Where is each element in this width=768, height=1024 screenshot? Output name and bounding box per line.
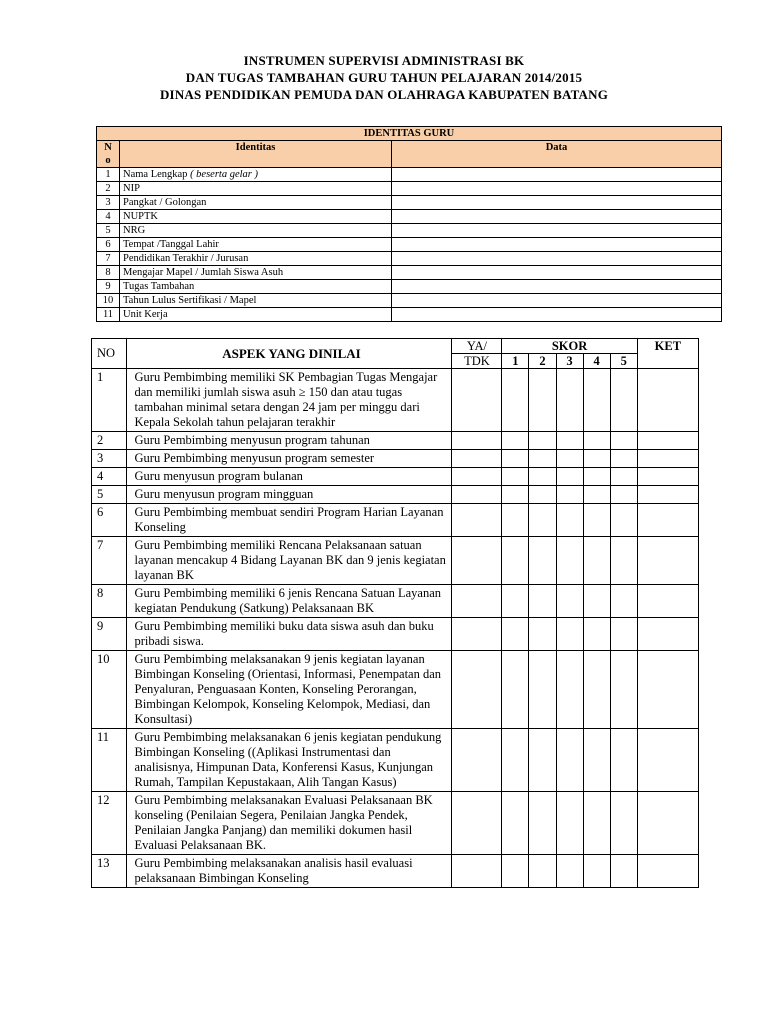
identitas-row-label bbox=[120, 168, 392, 182]
identitas-row-label bbox=[120, 182, 392, 196]
skor-cell-4[interactable] bbox=[583, 855, 610, 888]
aspek-col-ya: YA/ bbox=[452, 339, 502, 354]
ya-tdk-cell[interactable] bbox=[452, 651, 502, 729]
skor-cell-1[interactable] bbox=[502, 468, 529, 486]
ket-cell[interactable] bbox=[637, 585, 698, 618]
aspek-col-skor: SKOR bbox=[502, 339, 637, 354]
ya-tdk-cell[interactable] bbox=[452, 486, 502, 504]
identitas-row bbox=[97, 294, 722, 308]
identitas-row bbox=[97, 196, 722, 210]
document-title bbox=[0, 52, 768, 103]
skor-cell-2[interactable] bbox=[529, 450, 556, 468]
skor-cell-5[interactable] bbox=[610, 585, 637, 618]
ket-cell[interactable] bbox=[637, 486, 698, 504]
identitas-label: Tahun Lulus Sertifikasi / Mapel bbox=[123, 295, 257, 306]
skor-cell-1[interactable] bbox=[502, 651, 529, 729]
aspek-row bbox=[92, 450, 699, 468]
identitas-label: Tempat /Tanggal Lahir bbox=[123, 239, 219, 250]
aspek-row-no: 5 bbox=[92, 486, 127, 504]
aspek-row bbox=[92, 432, 699, 450]
identitas-label: NIP bbox=[123, 183, 140, 194]
aspek-row-no: 6 bbox=[92, 504, 127, 537]
skor-cell-1[interactable] bbox=[502, 504, 529, 537]
skor-cell-4[interactable] bbox=[583, 792, 610, 855]
skor-col-1: 1 bbox=[502, 354, 529, 369]
aspek-row-text: Guru Pembimbing memiliki Rencana Pelaksanaan satuan layanan mencakup 4 Bidang Layanan BK dan 9 jenis kegiatan layanan BK bbox=[126, 537, 452, 585]
aspek-col-aspek: ASPEK YANG DINILAI bbox=[126, 339, 452, 369]
aspek-row-text: Guru Pembimbing memiliki buku data siswa asuh dan buku pribadi siswa. bbox=[126, 618, 452, 651]
aspek-col-ket: KET bbox=[637, 339, 698, 369]
aspek-col-tdk: TDK bbox=[452, 354, 502, 369]
aspek-row bbox=[92, 585, 699, 618]
aspek-row-text: Guru Pembimbing melaksanakan 6 jenis kegiatan pendukung Bimbingan Konseling ((Aplikasi Instrumentasi dan analisisnya, Himpunan Data, Konferensi Kasus, Kunjungan Rumah, Tampilan Kepustakaan, Alih Tangan Kasus) bbox=[126, 729, 452, 792]
identitas-row-no: 8 bbox=[97, 266, 120, 280]
skor-cell-2[interactable] bbox=[529, 729, 556, 792]
aspek-row-no: 12 bbox=[92, 792, 127, 855]
identitas-row-no: 7 bbox=[97, 252, 120, 266]
skor-col-5: 5 bbox=[610, 354, 637, 369]
identitas-row-no: 6 bbox=[97, 238, 120, 252]
identitas-row-label bbox=[120, 252, 392, 266]
skor-cell-4[interactable] bbox=[583, 618, 610, 651]
aspek-row-no: 10 bbox=[92, 651, 127, 729]
identitas-row-no: 2 bbox=[97, 182, 120, 196]
identitas-label: Pangkat / Golongan bbox=[123, 197, 207, 208]
skor-cell-4[interactable] bbox=[583, 585, 610, 618]
skor-cell-4[interactable] bbox=[583, 432, 610, 450]
identitas-row-no: 4 bbox=[97, 210, 120, 224]
identitas-row bbox=[97, 308, 722, 322]
skor-cell-2[interactable] bbox=[529, 468, 556, 486]
ket-cell[interactable] bbox=[637, 468, 698, 486]
identitas-data-cell[interactable] bbox=[392, 210, 722, 224]
aspek-row-text: Guru menyusun program mingguan bbox=[126, 486, 452, 504]
ket-cell[interactable] bbox=[637, 537, 698, 585]
skor-cell-3[interactable] bbox=[556, 468, 583, 486]
identitas-row bbox=[97, 210, 722, 224]
skor-cell-1[interactable] bbox=[502, 537, 529, 585]
title-line-1: INSTRUMEN SUPERVISI ADMINISTRASI BK bbox=[243, 53, 525, 68]
identitas-row bbox=[97, 182, 722, 196]
skor-cell-5[interactable] bbox=[610, 792, 637, 855]
identitas-label: Nama Lengkap bbox=[123, 169, 188, 180]
skor-cell-5[interactable] bbox=[610, 486, 637, 504]
aspek-row-no: 7 bbox=[92, 537, 127, 585]
identitas-data-cell[interactable] bbox=[392, 252, 722, 266]
skor-cell-5[interactable] bbox=[610, 432, 637, 450]
identitas-row-no: 5 bbox=[97, 224, 120, 238]
identitas-note: ( beserta gelar ) bbox=[190, 169, 259, 180]
skor-cell-2[interactable] bbox=[529, 369, 556, 432]
identitas-row-label bbox=[120, 224, 392, 238]
skor-cell-3[interactable] bbox=[556, 432, 583, 450]
skor-col-4: 4 bbox=[583, 354, 610, 369]
identitas-row-no: 1 bbox=[97, 168, 120, 182]
skor-cell-1[interactable] bbox=[502, 432, 529, 450]
skor-cell-2[interactable] bbox=[529, 432, 556, 450]
identitas-col-no: No bbox=[97, 141, 120, 168]
skor-cell-2[interactable] bbox=[529, 855, 556, 888]
skor-cell-3[interactable] bbox=[556, 792, 583, 855]
ya-tdk-cell[interactable] bbox=[452, 792, 502, 855]
identitas-label: Unit Kerja bbox=[123, 309, 168, 320]
aspek-row-text: Guru Pembimbing melaksanakan 9 jenis kegiatan layanan Bimbingan Konseling (Orientasi, Informasi, Penempatan dan Penyaluran, Penguasaan Konten, Konseling Perorangan, Bimbingan Kelompok, Konseling Kelompok, Mediasi, dan Konsultasi) bbox=[126, 651, 452, 729]
skor-cell-4[interactable] bbox=[583, 504, 610, 537]
ya-tdk-cell[interactable] bbox=[452, 504, 502, 537]
identitas-data-cell[interactable] bbox=[392, 168, 722, 182]
ket-cell[interactable] bbox=[637, 450, 698, 468]
skor-cell-5[interactable] bbox=[610, 729, 637, 792]
ya-tdk-cell[interactable] bbox=[452, 369, 502, 432]
skor-cell-1[interactable] bbox=[502, 729, 529, 792]
aspek-row-text: Guru Pembimbing memiliki 6 jenis Rencana Satuan Layanan kegiatan Pendukung (Satkung) Pelaksanaan BK bbox=[126, 585, 452, 618]
skor-cell-5[interactable] bbox=[610, 468, 637, 486]
aspek-row-text: Guru Pembimbing membuat sendiri Program Harian Layanan Konseling bbox=[126, 504, 452, 537]
aspek-row-text: Guru menyusun program bulanan bbox=[126, 468, 452, 486]
ya-tdk-cell[interactable] bbox=[452, 432, 502, 450]
identitas-row-label bbox=[120, 210, 392, 224]
aspek-row-text: Guru Pembimbing memiliki SK Pembagian Tugas Mengajar dan memiliki jumlah siswa asuh ≥ 150 dan atau tugas tambahan minimal setara dengan 24 jam per minggu dari Kepala Sekolah tahun pelajaran terakhir bbox=[126, 369, 452, 432]
aspek-row bbox=[92, 486, 699, 504]
aspek-table bbox=[91, 338, 699, 888]
aspek-row bbox=[92, 651, 699, 729]
ya-tdk-cell[interactable] bbox=[452, 618, 502, 651]
skor-col-3: 3 bbox=[556, 354, 583, 369]
identitas-data-cell[interactable] bbox=[392, 238, 722, 252]
identitas-row-no: 10 bbox=[97, 294, 120, 308]
identitas-row-no: 11 bbox=[97, 308, 120, 322]
skor-cell-1[interactable] bbox=[502, 585, 529, 618]
aspek-row-no: 4 bbox=[92, 468, 127, 486]
identitas-row-no: 3 bbox=[97, 196, 120, 210]
identitas-row bbox=[97, 280, 722, 294]
aspek-row bbox=[92, 618, 699, 651]
ya-tdk-cell[interactable] bbox=[452, 585, 502, 618]
skor-cell-5[interactable] bbox=[610, 618, 637, 651]
identitas-row-label bbox=[120, 266, 392, 280]
aspek-row-text: Guru Pembimbing melaksanakan Evaluasi Pelaksanaan BK konseling (Penilaian Segera, Penilaian Jangka Pendek, Penilaian Jangka Panjang) dan memiliki dokumen hasil Evaluasi Pelaksanaan BK. bbox=[126, 792, 452, 855]
ya-tdk-cell[interactable] bbox=[452, 468, 502, 486]
skor-cell-1[interactable] bbox=[502, 618, 529, 651]
skor-cell-4[interactable] bbox=[583, 450, 610, 468]
skor-cell-2[interactable] bbox=[529, 618, 556, 651]
identitas-data-cell[interactable] bbox=[392, 294, 722, 308]
aspek-row bbox=[92, 504, 699, 537]
ket-cell[interactable] bbox=[637, 855, 698, 888]
skor-cell-3[interactable] bbox=[556, 585, 583, 618]
skor-cell-2[interactable] bbox=[529, 537, 556, 585]
aspek-row-no: 13 bbox=[92, 855, 127, 888]
identitas-col-data: Data bbox=[392, 141, 722, 168]
skor-cell-4[interactable] bbox=[583, 729, 610, 792]
ket-cell[interactable] bbox=[637, 651, 698, 729]
identitas-row-label bbox=[120, 308, 392, 322]
skor-cell-3[interactable] bbox=[556, 618, 583, 651]
aspek-col-no: NO bbox=[92, 339, 127, 369]
aspek-row-no: 8 bbox=[92, 585, 127, 618]
skor-cell-5[interactable] bbox=[610, 369, 637, 432]
skor-cell-4[interactable] bbox=[583, 651, 610, 729]
identitas-row-label bbox=[120, 280, 392, 294]
identitas-label: NUPTK bbox=[123, 211, 159, 222]
skor-cell-3[interactable] bbox=[556, 651, 583, 729]
skor-cell-2[interactable] bbox=[529, 504, 556, 537]
skor-cell-3[interactable] bbox=[556, 450, 583, 468]
skor-cell-3[interactable] bbox=[556, 486, 583, 504]
aspek-row-no: 3 bbox=[92, 450, 127, 468]
identitas-row-label bbox=[120, 294, 392, 308]
identitas-data-cell[interactable] bbox=[392, 196, 722, 210]
identitas-row bbox=[97, 168, 722, 182]
skor-col-2: 2 bbox=[529, 354, 556, 369]
skor-cell-2[interactable] bbox=[529, 486, 556, 504]
identitas-row-no: 9 bbox=[97, 280, 120, 294]
aspek-row-no: 2 bbox=[92, 432, 127, 450]
aspek-row-no: 11 bbox=[92, 729, 127, 792]
skor-cell-1[interactable] bbox=[502, 792, 529, 855]
identitas-label: Pendidikan Terakhir / Jurusan bbox=[123, 253, 249, 264]
aspek-row bbox=[92, 537, 699, 585]
identitas-row-label bbox=[120, 238, 392, 252]
skor-cell-1[interactable] bbox=[502, 855, 529, 888]
aspek-row-text: Guru Pembimbing menyusun program tahunan bbox=[126, 432, 452, 450]
ket-cell[interactable] bbox=[637, 504, 698, 537]
ket-cell[interactable] bbox=[637, 792, 698, 855]
aspek-row bbox=[92, 792, 699, 855]
identitas-heading: IDENTITAS GURU bbox=[97, 127, 722, 141]
skor-cell-3[interactable] bbox=[556, 369, 583, 432]
identitas-col-identitas: Identitas bbox=[120, 141, 392, 168]
identitas-guru-table bbox=[96, 126, 722, 322]
skor-cell-5[interactable] bbox=[610, 450, 637, 468]
skor-cell-3[interactable] bbox=[556, 537, 583, 585]
identitas-label: NRG bbox=[123, 225, 146, 236]
title-line-3: DINAS PENDIDIKAN PEMUDA DAN OLAHRAGA KABUPATEN BATANG bbox=[159, 87, 609, 102]
ya-tdk-cell[interactable] bbox=[452, 537, 502, 585]
skor-cell-5[interactable] bbox=[610, 855, 637, 888]
ya-tdk-cell[interactable] bbox=[452, 729, 502, 792]
skor-cell-2[interactable] bbox=[529, 585, 556, 618]
ket-cell[interactable] bbox=[637, 729, 698, 792]
ya-tdk-cell[interactable] bbox=[452, 855, 502, 888]
aspek-row bbox=[92, 369, 699, 432]
identitas-label: Tugas Tambahan bbox=[123, 281, 195, 292]
aspek-row-no: 1 bbox=[92, 369, 127, 432]
skor-cell-1[interactable] bbox=[502, 369, 529, 432]
aspek-row-text: Guru Pembimbing menyusun program semester bbox=[126, 450, 452, 468]
skor-cell-2[interactable] bbox=[529, 651, 556, 729]
ket-cell[interactable] bbox=[637, 369, 698, 432]
title-line-2: DAN TUGAS TAMBAHAN GURU TAHUN PELAJARAN 2014/2015 bbox=[185, 70, 583, 85]
identitas-row bbox=[97, 238, 722, 252]
skor-cell-3[interactable] bbox=[556, 729, 583, 792]
skor-cell-4[interactable] bbox=[583, 369, 610, 432]
identitas-data-cell[interactable] bbox=[392, 224, 722, 238]
identitas-data-cell[interactable] bbox=[392, 266, 722, 280]
identitas-row bbox=[97, 252, 722, 266]
aspek-row bbox=[92, 729, 699, 792]
skor-cell-5[interactable] bbox=[610, 504, 637, 537]
skor-cell-1[interactable] bbox=[502, 450, 529, 468]
ya-tdk-cell[interactable] bbox=[452, 450, 502, 468]
skor-cell-3[interactable] bbox=[556, 855, 583, 888]
identitas-data-cell[interactable] bbox=[392, 182, 722, 196]
identitas-row bbox=[97, 266, 722, 280]
skor-cell-2[interactable] bbox=[529, 792, 556, 855]
aspek-row-text: Guru Pembimbing melaksanakan analisis hasil evaluasi pelaksanaan Bimbingan Konseling bbox=[126, 855, 452, 888]
aspek-row bbox=[92, 855, 699, 888]
skor-cell-4[interactable] bbox=[583, 486, 610, 504]
skor-cell-5[interactable] bbox=[610, 537, 637, 585]
identitas-row-label bbox=[120, 196, 392, 210]
aspek-row bbox=[92, 468, 699, 486]
identitas-data-cell[interactable] bbox=[392, 308, 722, 322]
identitas-label: Mengajar Mapel / Jumlah Siswa Asuh bbox=[123, 267, 284, 278]
identitas-data-cell[interactable] bbox=[392, 280, 722, 294]
skor-cell-4[interactable] bbox=[583, 537, 610, 585]
skor-cell-4[interactable] bbox=[583, 468, 610, 486]
identitas-row bbox=[97, 224, 722, 238]
skor-cell-5[interactable] bbox=[610, 651, 637, 729]
aspek-row-no: 9 bbox=[92, 618, 127, 651]
skor-cell-1[interactable] bbox=[502, 486, 529, 504]
ket-cell[interactable] bbox=[637, 618, 698, 651]
ket-cell[interactable] bbox=[637, 432, 698, 450]
skor-cell-3[interactable] bbox=[556, 504, 583, 537]
